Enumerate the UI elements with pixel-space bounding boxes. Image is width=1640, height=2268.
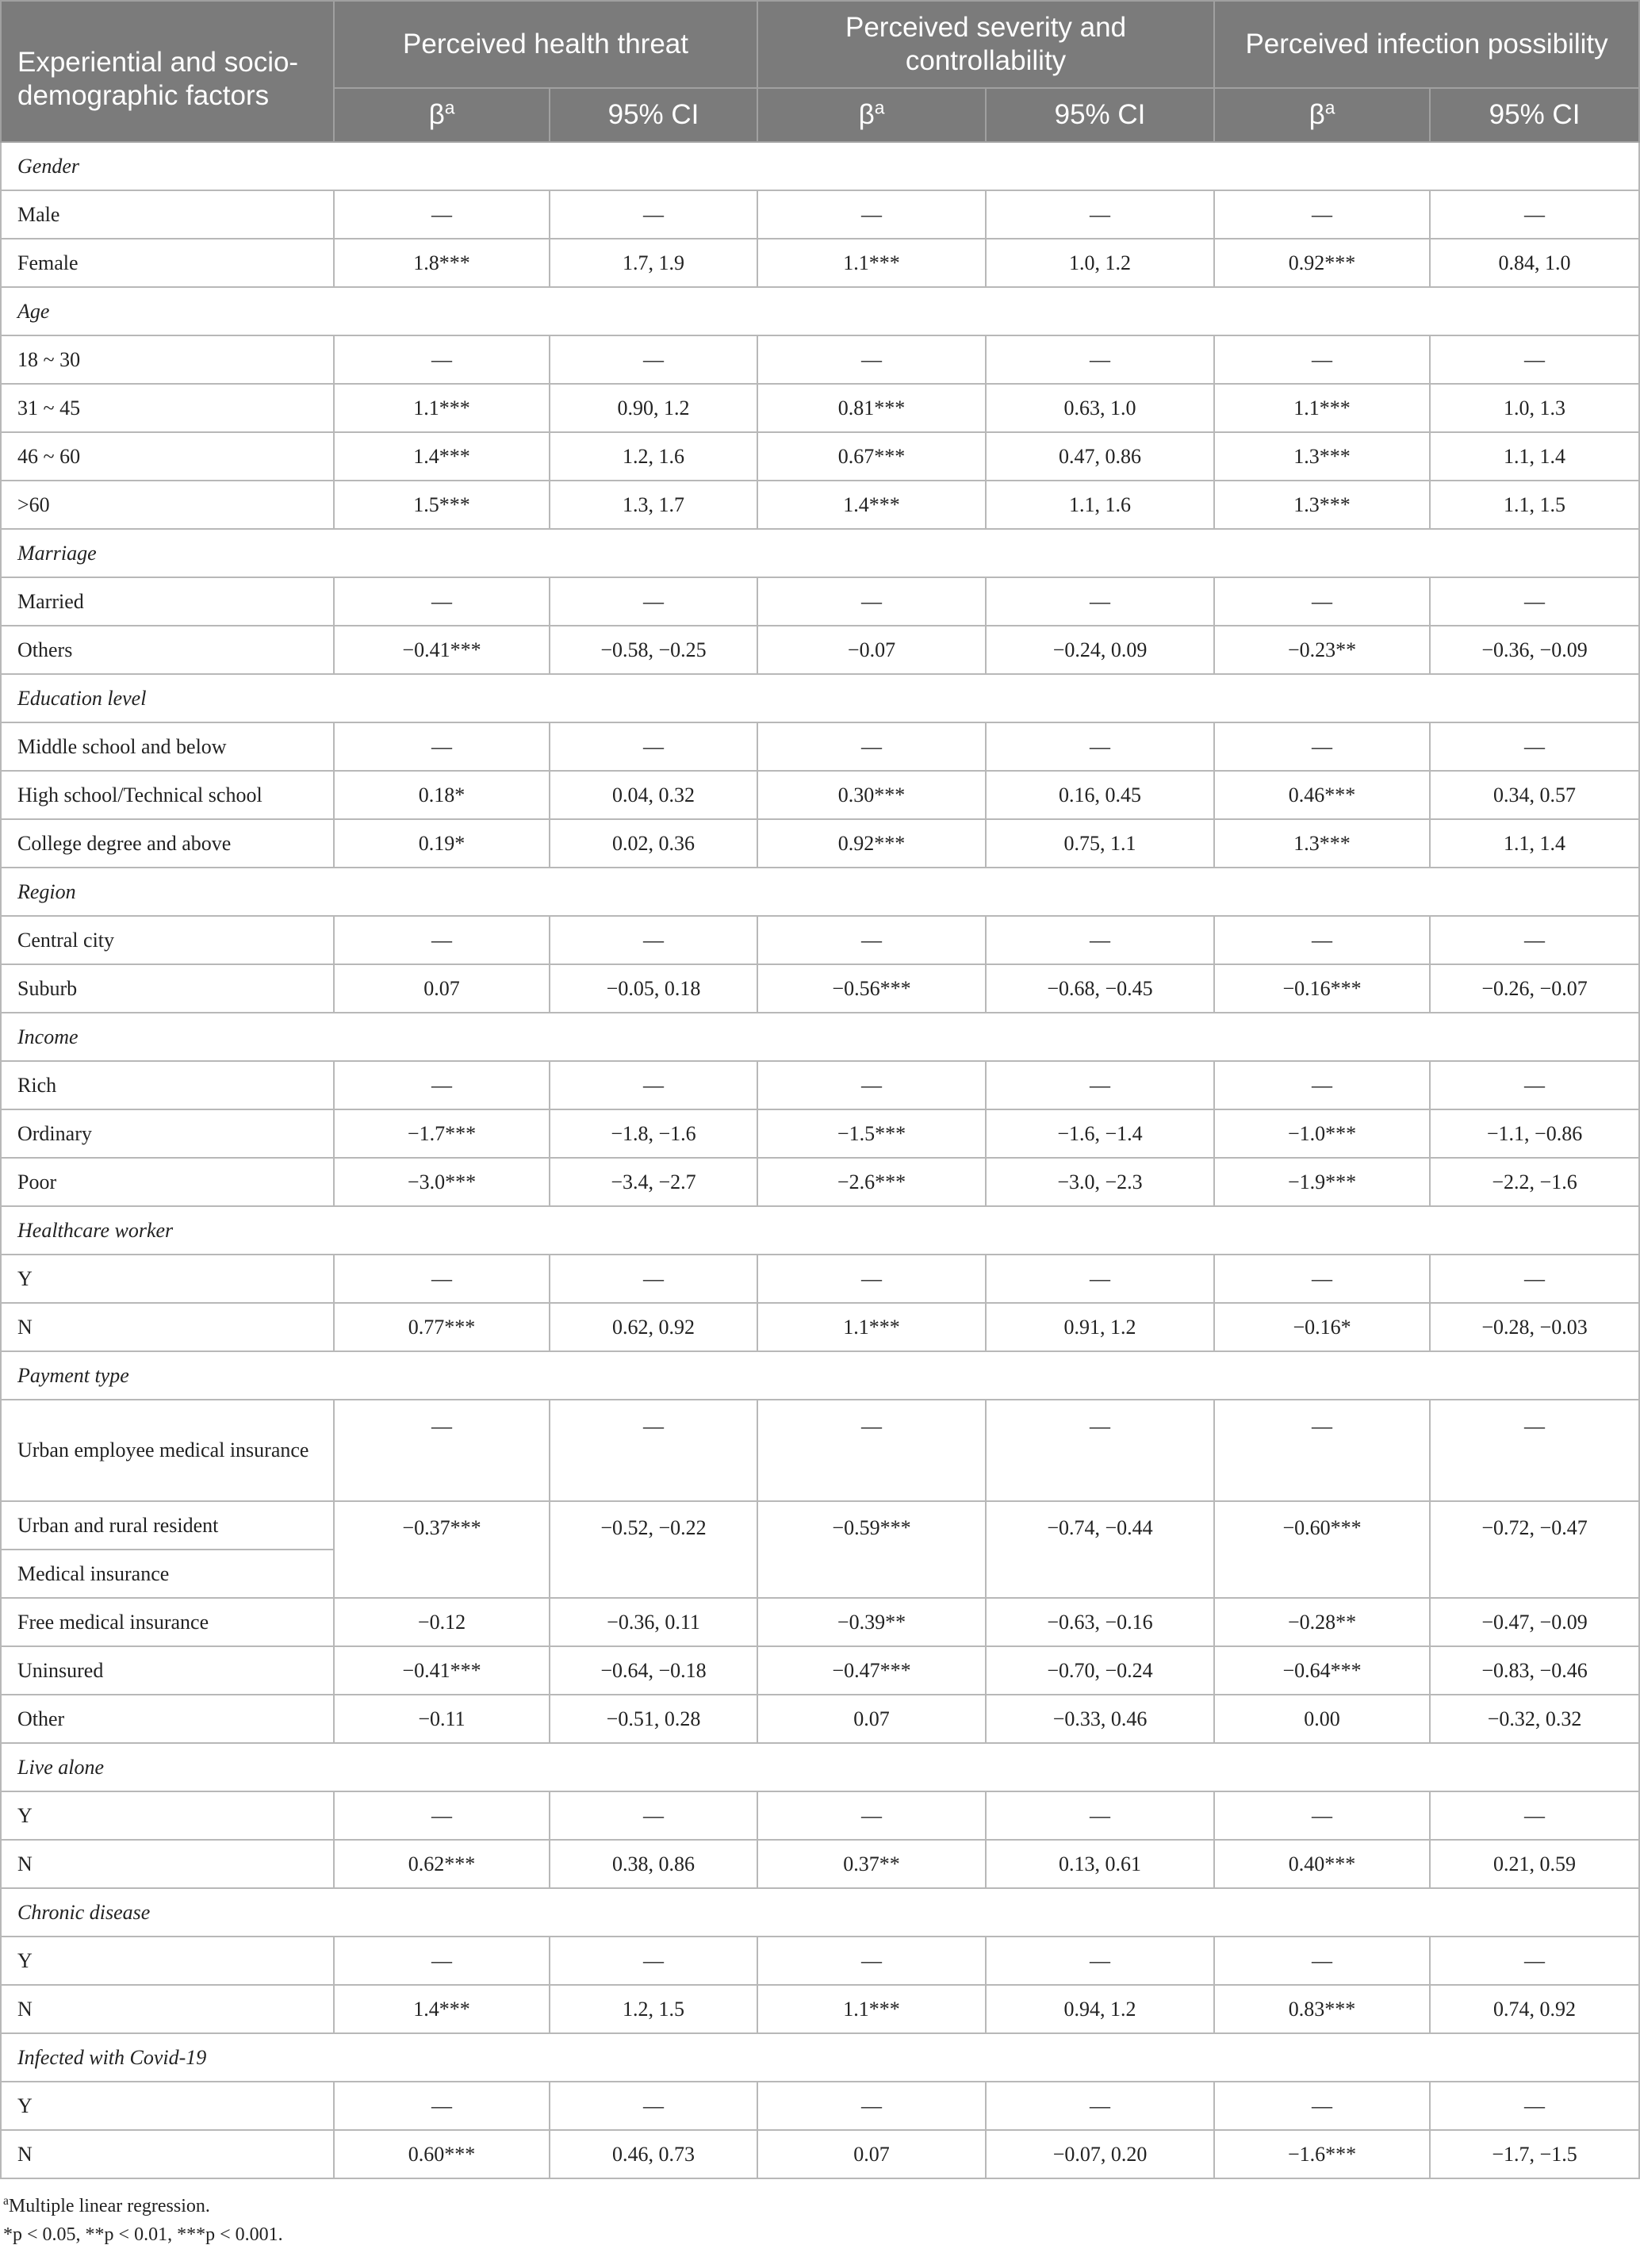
ci-cell: −0.63, −0.16 (986, 1598, 1214, 1646)
ci-cell: −0.32, 0.32 (1430, 1695, 1639, 1743)
beta-cell: — (757, 1791, 986, 1840)
row-label: Free medical insurance (1, 1598, 334, 1646)
table-row (1, 2130, 1639, 2178)
beta-cell: — (757, 335, 986, 384)
table-row (1, 819, 1639, 868)
beta-cell: — (1214, 722, 1430, 771)
beta-cell: −0.64*** (1214, 1646, 1430, 1695)
group-header-row (1, 674, 1639, 722)
row-label: 18 ~ 30 (1, 335, 334, 384)
row-label: N (1, 2130, 334, 2178)
group-label: Chronic disease (1, 1888, 1639, 1937)
table-row (1, 1303, 1639, 1351)
ci-cell: −0.83, −0.46 (1430, 1646, 1639, 1695)
table-row (1, 964, 1639, 1013)
table-header (1, 1, 1639, 142)
group-header-row (1, 868, 1639, 916)
row-label: N (1, 1985, 334, 2033)
ci-cell: 0.46, 0.73 (550, 2130, 757, 2178)
ci-cell: −0.51, 0.28 (550, 1695, 757, 1743)
group-header-row (1, 1743, 1639, 1791)
beta-cell: — (1214, 190, 1430, 239)
beta-cell: 1.1*** (334, 384, 550, 432)
ci-cell: — (1430, 1400, 1639, 1501)
beta-cell: −0.07 (757, 626, 986, 674)
row-label: High school/Technical school (1, 771, 334, 819)
ci-header: 95% CI (550, 88, 757, 142)
beta-cell: −0.16* (1214, 1303, 1430, 1351)
table-row (1, 1598, 1639, 1646)
beta-cell: 1.4*** (757, 481, 986, 529)
row-label: Uninsured (1, 1646, 334, 1695)
group-header-row (1, 2033, 1639, 2082)
ci-cell: — (550, 1061, 757, 1109)
beta-header: $\beta^a$ (1214, 88, 1430, 142)
beta-cell: 0.46*** (1214, 771, 1430, 819)
ci-cell: −0.26, −0.07 (1430, 964, 1639, 1013)
ci-cell: −1.7, −1.5 (1430, 2130, 1639, 2178)
ci-cell: −3.4, −2.7 (550, 1158, 757, 1206)
ci-cell: −0.07, 0.20 (986, 2130, 1214, 2178)
table-row (1, 190, 1639, 239)
beta-cell: 0.37** (757, 1840, 986, 1888)
beta-cell: 1.5*** (334, 481, 550, 529)
ci-cell: — (986, 1255, 1214, 1303)
beta-cell: −2.6*** (757, 1158, 986, 1206)
ci-cell: — (1430, 1791, 1639, 1840)
table-row (1, 1985, 1639, 2033)
ci-cell: −0.70, −0.24 (986, 1646, 1214, 1695)
table-row (1, 2082, 1639, 2130)
ci-cell: −0.24, 0.09 (986, 626, 1214, 674)
ci-cell: −1.1, −0.86 (1430, 1109, 1639, 1158)
footnote-significance: *p < 0.05, **p < 0.01, ***p < 0.001. (3, 2224, 283, 2245)
group-header-row (1, 287, 1639, 335)
outcome-header-health-threat: Perceived health threat (334, 1, 757, 88)
beta-header: $\beta^a$ (334, 88, 550, 142)
row-label: 31 ~ 45 (1, 384, 334, 432)
table-row (1, 577, 1639, 626)
ci-cell: — (986, 190, 1214, 239)
beta-cell: — (1214, 577, 1430, 626)
beta-cell: 1.8*** (334, 239, 550, 287)
ci-cell: −0.68, −0.45 (986, 964, 1214, 1013)
beta-cell: 1.1*** (757, 239, 986, 287)
beta-cell: −0.60*** (1214, 1501, 1430, 1598)
ci-cell: 0.13, 0.61 (986, 1840, 1214, 1888)
beta-cell: — (1214, 1937, 1430, 1985)
outcome-header-infection: Perceived infection possibility (1214, 1, 1639, 88)
group-header-row (1, 142, 1639, 190)
beta-cell: 0.92*** (757, 819, 986, 868)
ci-cell: −0.58, −0.25 (550, 626, 757, 674)
beta-cell: — (757, 577, 986, 626)
beta-cell: — (1214, 1400, 1430, 1501)
table-row (1, 384, 1639, 432)
ci-cell: — (986, 335, 1214, 384)
row-label: 46 ~ 60 (1, 432, 334, 481)
factor-column-header: Experiential and socio-demographic factors (1, 1, 334, 142)
beta-cell: 1.3*** (1214, 819, 1430, 868)
beta-cell: −0.39** (757, 1598, 986, 1646)
table-row (1, 1061, 1639, 1109)
ci-cell: — (1430, 1061, 1639, 1109)
beta-cell: −0.56*** (757, 964, 986, 1013)
row-label: Central city (1, 916, 334, 964)
ci-cell: −0.64, −0.18 (550, 1646, 757, 1695)
beta-cell: — (757, 1937, 986, 1985)
beta-cell: — (334, 1061, 550, 1109)
ci-cell: — (986, 722, 1214, 771)
row-label: Others (1, 626, 334, 674)
beta-cell: 0.07 (334, 964, 550, 1013)
ci-cell: — (986, 1400, 1214, 1501)
ci-cell: 0.34, 0.57 (1430, 771, 1639, 819)
beta-cell: — (1214, 335, 1430, 384)
beta-cell: −1.5*** (757, 1109, 986, 1158)
beta-cell: 0.81*** (757, 384, 986, 432)
ci-cell: — (550, 1937, 757, 1985)
group-label: Region (1, 868, 1639, 916)
beta-cell: — (1214, 1791, 1430, 1840)
beta-cell: −0.23** (1214, 626, 1430, 674)
table-row (1, 1791, 1639, 1840)
table-row (1, 1646, 1639, 1695)
beta-cell: 1.4*** (334, 432, 550, 481)
beta-cell: — (334, 335, 550, 384)
group-header-row (1, 1351, 1639, 1400)
ci-cell: 0.38, 0.86 (550, 1840, 757, 1888)
row-label: Ordinary (1, 1109, 334, 1158)
table-row (1, 1501, 1639, 1550)
beta-cell: 0.77*** (334, 1303, 550, 1351)
ci-cell: — (1430, 335, 1639, 384)
table-footnotes (0, 2179, 1640, 2249)
beta-cell: −1.6*** (1214, 2130, 1430, 2178)
ci-cell: — (1430, 1255, 1639, 1303)
beta-cell: — (334, 916, 550, 964)
ci-cell: — (986, 916, 1214, 964)
table-row (1, 916, 1639, 964)
ci-cell: 1.1, 1.4 (1430, 819, 1639, 868)
table-row (1, 481, 1639, 529)
ci-cell: 0.21, 0.59 (1430, 1840, 1639, 1888)
ci-cell: — (550, 2082, 757, 2130)
row-label: Suburb (1, 964, 334, 1013)
beta-cell: 1.4*** (334, 1985, 550, 2033)
beta-cell: 0.60*** (334, 2130, 550, 2178)
group-label: Education level (1, 674, 1639, 722)
group-label: Marriage (1, 529, 1639, 577)
ci-cell: — (550, 916, 757, 964)
ci-cell: 0.63, 1.0 (986, 384, 1214, 432)
row-label: Y (1, 1791, 334, 1840)
table-row (1, 1695, 1639, 1743)
ci-cell: — (1430, 722, 1639, 771)
row-label: Married (1, 577, 334, 626)
beta-cell: 0.92*** (1214, 239, 1430, 287)
table-row (1, 722, 1639, 771)
beta-cell: 0.40*** (1214, 1840, 1430, 1888)
ci-cell: — (550, 1400, 757, 1501)
ci-cell: 0.90, 1.2 (550, 384, 757, 432)
beta-cell: 0.00 (1214, 1695, 1430, 1743)
group-header-row (1, 529, 1639, 577)
ci-cell: 1.2, 1.5 (550, 1985, 757, 2033)
beta-cell: 0.18* (334, 771, 550, 819)
beta-header: $\beta^a$ (757, 88, 986, 142)
row-label: Other (1, 1695, 334, 1743)
row-label: Urban employee medical insurance (1, 1400, 334, 1501)
beta-cell: −0.37*** (334, 1501, 550, 1598)
beta-cell: 1.3*** (1214, 481, 1430, 529)
ci-cell: −0.28, −0.03 (1430, 1303, 1639, 1351)
beta-cell: 0.62*** (334, 1840, 550, 1888)
ci-cell: 1.3, 1.7 (550, 481, 757, 529)
ci-cell: — (550, 722, 757, 771)
beta-cell: — (757, 722, 986, 771)
beta-cell: — (334, 2082, 550, 2130)
ci-cell: 0.84, 1.0 (1430, 239, 1639, 287)
row-label: Rich (1, 1061, 334, 1109)
row-label: Y (1, 2082, 334, 2130)
table-body (1, 142, 1639, 2178)
beta-cell: — (334, 722, 550, 771)
ci-cell: −0.36, −0.09 (1430, 626, 1639, 674)
ci-cell: −2.2, −1.6 (1430, 1158, 1639, 1206)
ci-cell: 0.16, 0.45 (986, 771, 1214, 819)
group-label: Age (1, 287, 1639, 335)
ci-cell: −0.74, −0.44 (986, 1501, 1214, 1598)
row-label: Male (1, 190, 334, 239)
beta-cell: −0.59*** (757, 1501, 986, 1598)
ci-cell: −0.36, 0.11 (550, 1598, 757, 1646)
ci-cell: −0.47, −0.09 (1430, 1598, 1639, 1646)
ci-header: 95% CI (1430, 88, 1639, 142)
beta-cell: — (1214, 1255, 1430, 1303)
beta-cell: — (757, 1255, 986, 1303)
ci-cell: −0.52, −0.22 (550, 1501, 757, 1598)
table-row (1, 1400, 1639, 1501)
ci-cell: 0.47, 0.86 (986, 432, 1214, 481)
ci-cell: −0.05, 0.18 (550, 964, 757, 1013)
beta-cell: — (757, 2082, 986, 2130)
ci-cell: 1.0, 1.3 (1430, 384, 1639, 432)
group-label: Payment type (1, 1351, 1639, 1400)
ci-cell: 1.1, 1.6 (986, 481, 1214, 529)
ci-cell: 0.62, 0.92 (550, 1303, 757, 1351)
table-row (1, 626, 1639, 674)
ci-cell: 0.91, 1.2 (986, 1303, 1214, 1351)
ci-cell: −0.33, 0.46 (986, 1695, 1214, 1743)
ci-cell: — (1430, 2082, 1639, 2130)
group-label: Gender (1, 142, 1639, 190)
row-label: >60 (1, 481, 334, 529)
ci-cell: — (550, 577, 757, 626)
beta-cell: — (757, 916, 986, 964)
row-label: Urban and rural resident (1, 1501, 334, 1550)
row-label: Middle school and below (1, 722, 334, 771)
beta-cell: −0.12 (334, 1598, 550, 1646)
beta-cell: — (1214, 916, 1430, 964)
beta-cell: — (1214, 2082, 1430, 2130)
beta-cell: — (1214, 1061, 1430, 1109)
beta-cell: 0.67*** (757, 432, 986, 481)
ci-cell: 0.75, 1.1 (986, 819, 1214, 868)
group-label: Live alone (1, 1743, 1639, 1791)
beta-cell: −0.16*** (1214, 964, 1430, 1013)
beta-cell: — (334, 1255, 550, 1303)
ci-cell: — (1430, 916, 1639, 964)
table-row (1, 1158, 1639, 1206)
table-row (1, 1937, 1639, 1985)
ci-cell: 0.04, 0.32 (550, 771, 757, 819)
ci-cell: — (986, 1061, 1214, 1109)
beta-cell: 0.07 (757, 1695, 986, 1743)
ci-cell: −0.72, −0.47 (1430, 1501, 1639, 1598)
ci-cell: 0.74, 0.92 (1430, 1985, 1639, 2033)
table-row (1, 239, 1639, 287)
beta-cell: — (334, 1791, 550, 1840)
group-header-row (1, 1013, 1639, 1061)
table-row (1, 1840, 1639, 1888)
row-label: Medical insurance (1, 1550, 334, 1598)
beta-cell: — (757, 1061, 986, 1109)
table-row (1, 335, 1639, 384)
ci-cell: — (986, 577, 1214, 626)
row-label: Y (1, 1937, 334, 1985)
outcome-header-severity: Perceived severity and controllability (757, 1, 1214, 88)
ci-cell: — (550, 1255, 757, 1303)
group-label: Income (1, 1013, 1639, 1061)
table-row (1, 771, 1639, 819)
ci-cell: −3.0, −2.3 (986, 1158, 1214, 1206)
group-header-row (1, 1206, 1639, 1255)
ci-cell: — (550, 335, 757, 384)
beta-cell: — (334, 1937, 550, 1985)
ci-cell: — (1430, 1937, 1639, 1985)
ci-cell: — (550, 1791, 757, 1840)
ci-cell: — (550, 190, 757, 239)
ci-cell: — (986, 1937, 1214, 1985)
beta-cell: −3.0*** (334, 1158, 550, 1206)
beta-cell: — (757, 1400, 986, 1501)
beta-cell: −1.7*** (334, 1109, 550, 1158)
ci-cell: — (986, 1791, 1214, 1840)
row-label: Poor (1, 1158, 334, 1206)
ci-cell: 0.94, 1.2 (986, 1985, 1214, 2033)
beta-cell: — (334, 577, 550, 626)
row-label: N (1, 1303, 334, 1351)
table-row (1, 1255, 1639, 1303)
group-header-row (1, 1888, 1639, 1937)
beta-cell: 0.30*** (757, 771, 986, 819)
ci-cell: 1.1, 1.4 (1430, 432, 1639, 481)
group-label: Infected with Covid-19 (1, 2033, 1639, 2082)
beta-cell: 0.19* (334, 819, 550, 868)
beta-cell: — (757, 190, 986, 239)
beta-cell: 0.83*** (1214, 1985, 1430, 2033)
beta-cell: 1.1*** (757, 1303, 986, 1351)
beta-cell: −0.41*** (334, 1646, 550, 1695)
beta-cell: — (334, 1400, 550, 1501)
ci-cell: 1.1, 1.5 (1430, 481, 1639, 529)
row-label: N (1, 1840, 334, 1888)
ci-cell: 1.0, 1.2 (986, 239, 1214, 287)
ci-cell: 1.7, 1.9 (550, 239, 757, 287)
beta-cell: 1.3*** (1214, 432, 1430, 481)
beta-cell: 0.07 (757, 2130, 986, 2178)
beta-cell: 1.1*** (1214, 384, 1430, 432)
ci-cell: −1.6, −1.4 (986, 1109, 1214, 1158)
ci-cell: 1.2, 1.6 (550, 432, 757, 481)
table-row (1, 1109, 1639, 1158)
row-label: Y (1, 1255, 334, 1303)
beta-cell: −0.28** (1214, 1598, 1430, 1646)
beta-cell: −1.9*** (1214, 1158, 1430, 1206)
beta-cell: −0.41*** (334, 626, 550, 674)
group-label: Healthcare worker (1, 1206, 1639, 1255)
row-label: College degree and above (1, 819, 334, 868)
ci-cell: — (1430, 190, 1639, 239)
beta-cell: −1.0*** (1214, 1109, 1430, 1158)
beta-cell: — (334, 190, 550, 239)
beta-cell: −0.47*** (757, 1646, 986, 1695)
ci-cell: −1.8, −1.6 (550, 1109, 757, 1158)
ci-header: 95% CI (986, 88, 1214, 142)
ci-cell: 0.02, 0.36 (550, 819, 757, 868)
ci-cell: — (1430, 577, 1639, 626)
ci-cell: — (986, 2082, 1214, 2130)
beta-cell: 1.1*** (757, 1985, 986, 2033)
beta-cell: −0.11 (334, 1695, 550, 1743)
footnote-a: $^a$Multiple linear regression. (3, 2194, 210, 2216)
row-label: Female (1, 239, 334, 287)
table-row (1, 432, 1639, 481)
